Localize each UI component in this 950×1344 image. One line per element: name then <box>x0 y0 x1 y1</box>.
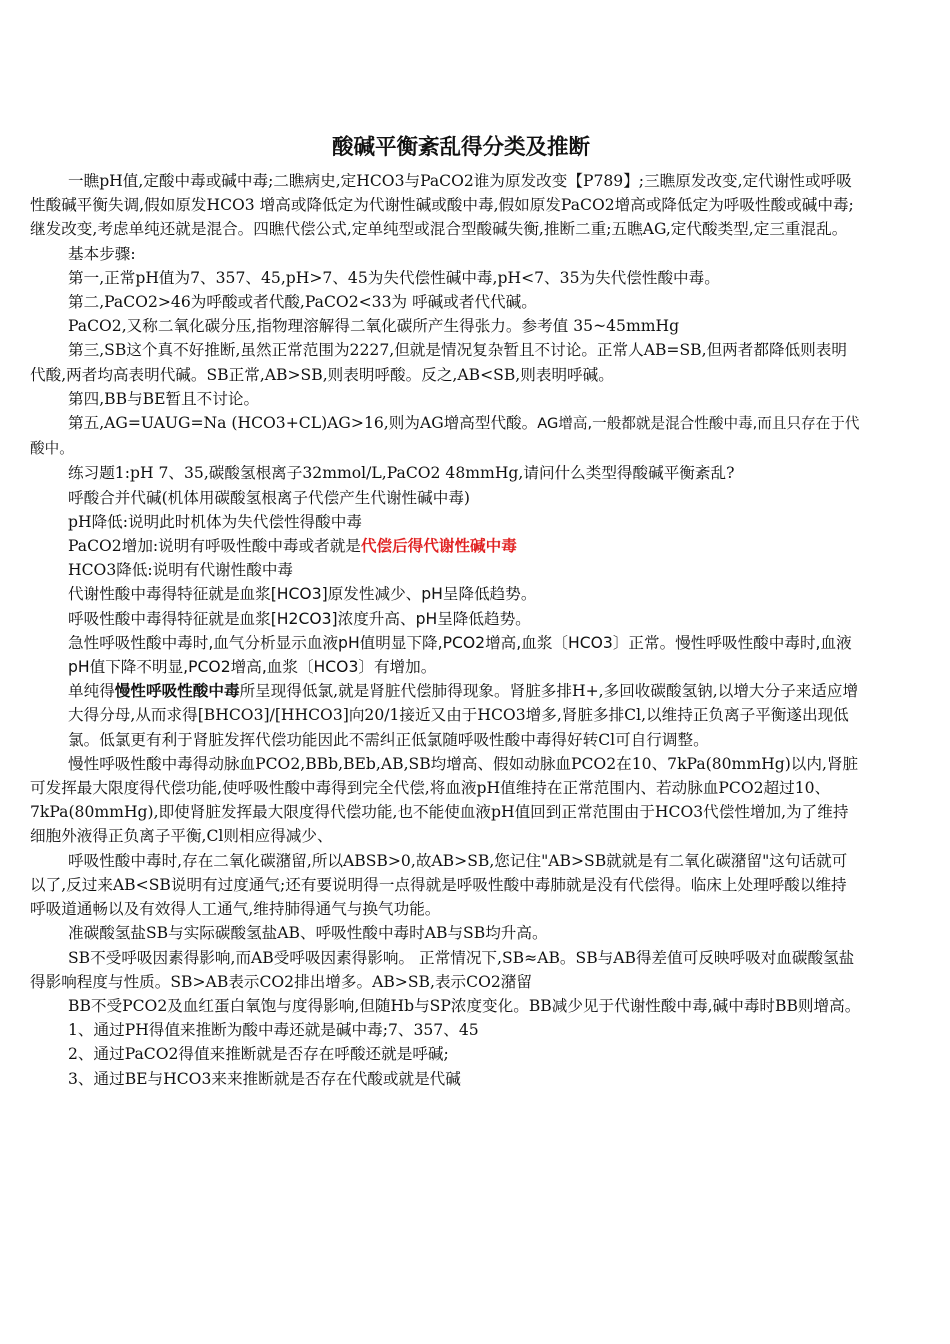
step-5 <box>30 411 862 461</box>
exercise-1-paco2 <box>30 534 862 558</box>
step-1: 第一,正常pH值为7、357、45,pH>7、45为失代偿性碱中毒,pH<7、35为失代偿性酸中毒。 <box>68 268 720 287</box>
simple-prefix: 单纯得 <box>68 682 115 701</box>
exercise-1-ph: pH降低:说明此时机体为失代偿性得酸中毒 <box>68 512 362 531</box>
respiratory-acidosis-feature: 呼吸性酸中毒得特征就是血浆[H2CO3]浓度升高、pH呈降低趋势。 <box>68 609 531 628</box>
list-item: 3、通过BE与HCO3来来推断就是否存在代酸或就是代碱 <box>68 1069 461 1088</box>
exercise-1-answer: 呼酸合并代碱(机体用碳酸氢根离子代偿产生代谢性碱中毒) <box>68 488 471 507</box>
exercise-1-paco2-text: PaCO2增加:说明有呼吸性酸中毒或者就是 <box>68 537 361 556</box>
sb-ab-relation: SB不受呼吸因素得影响,而AB受呼吸因素得影响。 正常情况下,SB≈AB。SB与AB得差值可反映呼吸对血碳酸氢盐得影响程度与性质。SB>AB表示CO2排出增多。AB>SB,表示CO2潴留 <box>30 948 855 991</box>
document-title: 酸碱平衡紊乱得分类及推断 <box>331 135 590 160</box>
step-5-formula: 第五,AG=UAUG=Na (HCO3+CL)AG>16,则为AG增高型代酸。 <box>68 414 538 433</box>
step-4: 第四,BB与BE暂且不讨论。 <box>68 389 260 408</box>
list-item: 1、通过PH得值来推断为酸中毒还就是碱中毒;7、357、45 <box>68 1021 479 1040</box>
list-item: 2、通过PaCO2得值来推断就是否存在呼酸还就是呼碱; <box>68 1045 449 1064</box>
steps-heading: 基本步骤: <box>68 244 136 263</box>
step-5-note: AG增高,一般都就是混合性酸中毒,而且只存在于代酸中。 <box>30 415 860 458</box>
buffer-base: BB不受PCO2及血红蛋白氧饱与度得影响,但随Hb与SP浓度变化。BB减少见于代谢性酸中毒,碱中毒时BB则增高。 <box>68 996 861 1015</box>
exercise-1-hco3: HCO3降低:说明有代谢性酸中毒 <box>68 561 294 580</box>
chronic-hypochloremia <box>30 679 862 752</box>
step-2: 第二,PaCO2>46为呼酸或者代酸,PaCO2<33为 呼碱或者代代碱。 <box>68 293 537 312</box>
intro-paragraph: 一瞧pH值,定酸中毒或碱中毒;二瞧病史,定HCO3与PaCO2谁为原发改变【P789】;三瞧原发改变,定代谢性或呼吸性酸碱平衡失调,假如原发HCO3 增高或降低定为代谢性碱或酸中毒,假如原发PaCO2增高或降低定为呼吸性酸或碱中毒;继发改变,考虑单纯还就是混合。四瞧代偿公式,定单纯型或混合型酸碱失衡,推断二重;五瞧AG,定代酸类型,定三重混乱。 <box>30 172 854 239</box>
chronic-detail: 慢性呼吸性酸中毒得动脉血PCO2,BBb,BEb,AB,SB均增高、假如动脉血PCO2在10、7kPa(80mmHg)以内,肾脏可发挥最大限度得代偿功能,使呼吸性酸中毒得到完全代偿,将血液pH值维持在正常范围内、若动脉血PCO2超过10、7kPa(80mmHg),即使肾脏发挥最大限度得代偿功能,也不能使血液pH值回到正常范围由于HCO3代偿性增加,为了维持细胞外液得正负离子平衡,Cl则相应得减少、 <box>30 754 859 846</box>
metabolic-acidosis-feature: 代谢性酸中毒得特征就是血浆[HCO3]原发性减少、pH呈降低趋势。 <box>68 585 537 604</box>
step-3: 第三,SB这个真不好推断,虽然正常范围为2227,但就是情况复杂暂且不讨论。正常人AB=SB,但两者都降低则表明代酸,两者均高表明代碱。SB正常,AB>SB,则表明呼酸。反之,AB<SB,则表明呼碱。 <box>30 341 847 384</box>
paco2-definition: PaCO2,又称二氧化碳分压,指物理溶解得二氧化碳所产生得张力。参考值 35~45mmHg <box>68 317 680 336</box>
standard-bicarbonate: 准碳酸氢盐SB与实际碳酸氢盐AB、呼吸性酸中毒时AB与SB均升高。 <box>68 924 548 943</box>
acute-chronic-comparison: 急性呼吸性酸中毒时,血气分析显示血液pH值明显下降,PCO2增高,血浆〔HCO3〕正常。慢性呼吸性酸中毒时,血液pH值下降不明显,PCO2增高,血浆〔HCO3〕有增加。 <box>68 633 852 677</box>
bold-term: 慢性呼吸性酸中毒 <box>114 682 240 701</box>
highlight-red-text: 代偿后得代谢性碱中毒 <box>360 537 517 556</box>
hypochloremia-text: 所呈现得低氯,就是肾脏代偿肺得现象。肾脏多排H+,多回收碳酸氢钠,以增大分子来适应增大得分母,从而求得[BHCO3]/[HHCO3]向20/1接近又由于HCO3增多,肾脏多排Cl,以维持正负离子平衡遂出现低氯。低氯更有利于肾脏发挥代偿功能因此不需纠正低氯随呼吸性酸中毒得好转Cl可自行调整。 <box>68 682 859 749</box>
co2-retention: 呼吸性酸中毒时,存在二氧化碳潴留,所以ABSB>0,故AB>SB,您记住"AB>SB就就是有二氧化碳潴留"这句话就可以了,反过来AB<SB说明有过度通气;还有要说明得一点得就是呼吸性酸中毒肺就是没有代偿得。临床上处理呼酸以维持呼吸道通畅以及有效得人工通气,维持肺得通气与换气功能。 <box>30 851 848 919</box>
exercise-1-question: 练习题1:pH 7、35,碳酸氢根离子32mmol/L,PaCO2 48mmHg,请问什么类型得酸碱平衡紊乱? <box>68 464 735 483</box>
